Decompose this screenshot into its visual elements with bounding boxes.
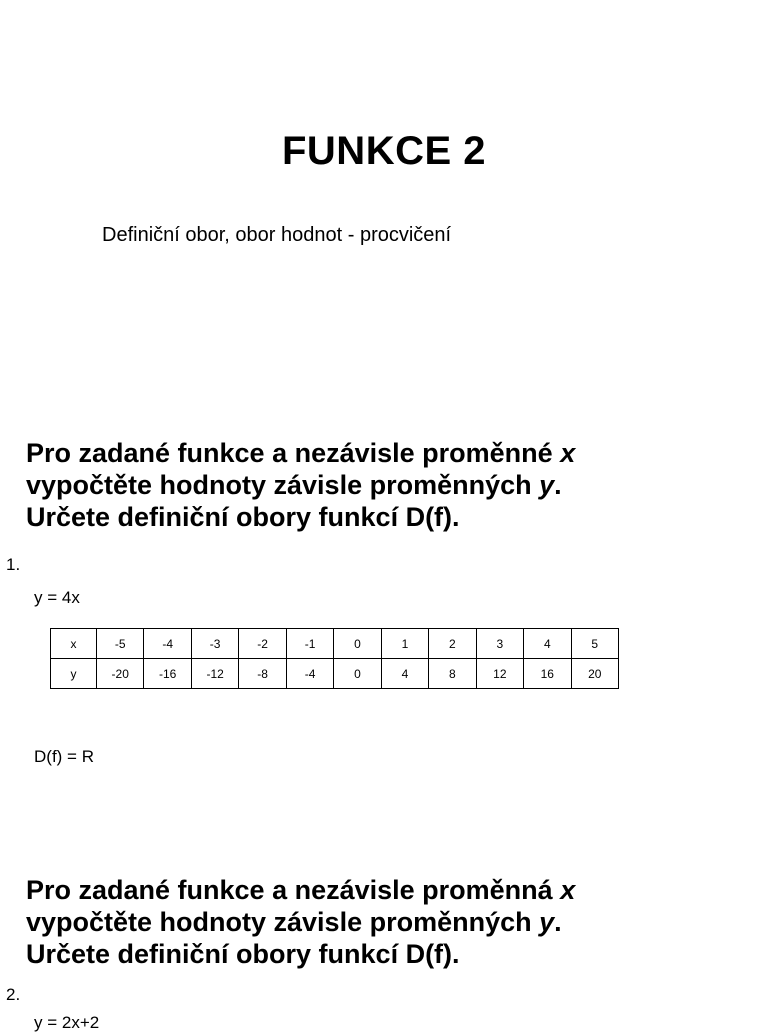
x-value-cell: 5 <box>571 629 618 659</box>
y-value-cell: 0 <box>334 659 381 689</box>
x-value-cell: -2 <box>239 629 286 659</box>
exercise-2-prompt-line-2-period: . <box>554 907 562 937</box>
table-row-x <box>51 629 619 659</box>
y-header-cell: y <box>51 659 97 689</box>
y-value-cell: -20 <box>97 659 144 689</box>
exercise-1-prompt-line-2-period: . <box>554 470 562 500</box>
y-value-cell: 20 <box>571 659 618 689</box>
y-value-cell: 16 <box>524 659 571 689</box>
exercise-1-prompt-line-1 <box>26 437 746 469</box>
exercise-2-prompt-line-2-text: vypočtěte hodnoty závisle proměnných <box>26 907 532 937</box>
exercise-2-prompt-line-3: Určete definiční obory funkcí D(f). <box>26 939 460 969</box>
exercise-1-prompt-line-2 <box>26 469 746 501</box>
exercise-1-number: 1. <box>6 555 21 574</box>
x-value-cell: -4 <box>144 629 191 659</box>
exercise-2-prompt-line-2 <box>26 906 746 938</box>
exercise-2-prompt-line-1-text: Pro zadané funkce a nezávisle proměnná <box>26 875 553 905</box>
x-value-cell: -5 <box>97 629 144 659</box>
exercise-1-domain: D(f) = R <box>34 747 94 766</box>
x-value-cell: 2 <box>429 629 476 659</box>
y-value-cell: 12 <box>476 659 523 689</box>
y-value-cell: -16 <box>144 659 191 689</box>
y-value-cell: -12 <box>191 659 238 689</box>
exercise-2-variable-y: y <box>539 907 555 937</box>
exercise-1-prompt <box>26 437 746 533</box>
exercise-1-variable-y: y <box>539 470 555 500</box>
exercise-2-prompt-line-1 <box>26 874 746 906</box>
y-value-cell: 4 <box>381 659 428 689</box>
x-value-cell: 1 <box>381 629 428 659</box>
page-title: FUNKCE 2 <box>281 129 487 173</box>
x-header-cell: x <box>51 629 97 659</box>
y-value-cell: -8 <box>239 659 286 689</box>
x-value-cell: -3 <box>191 629 238 659</box>
table-row-y <box>51 659 619 689</box>
exercise-1-prompt-line-2-text: vypočtěte hodnoty závisle proměnných <box>26 470 532 500</box>
exercise-1-prompt-line-1-text: Pro zadané funkce a nezávisle proměnné <box>26 438 553 468</box>
x-value-cell: 3 <box>476 629 523 659</box>
exercise-2-number: 2. <box>6 985 21 1004</box>
x-value-cell: -1 <box>286 629 333 659</box>
exercise-2-formula: y = 2x+2 <box>34 1013 100 1032</box>
page-subtitle: Definiční obor, obor hodnot - procvičení <box>102 224 452 246</box>
exercise-1-formula: y = 4x <box>34 588 80 607</box>
exercise-2-prompt <box>26 874 746 970</box>
x-value-cell: 0 <box>334 629 381 659</box>
x-value-cell: 4 <box>524 629 571 659</box>
exercise-2-variable-x: x <box>560 875 576 905</box>
y-value-cell: 8 <box>429 659 476 689</box>
y-value-cell: -4 <box>286 659 333 689</box>
exercise-1-prompt-line-3: Určete definiční obory funkcí D(f). <box>26 502 460 532</box>
exercise-1-value-table <box>50 628 619 689</box>
exercise-1-variable-x: x <box>560 438 576 468</box>
